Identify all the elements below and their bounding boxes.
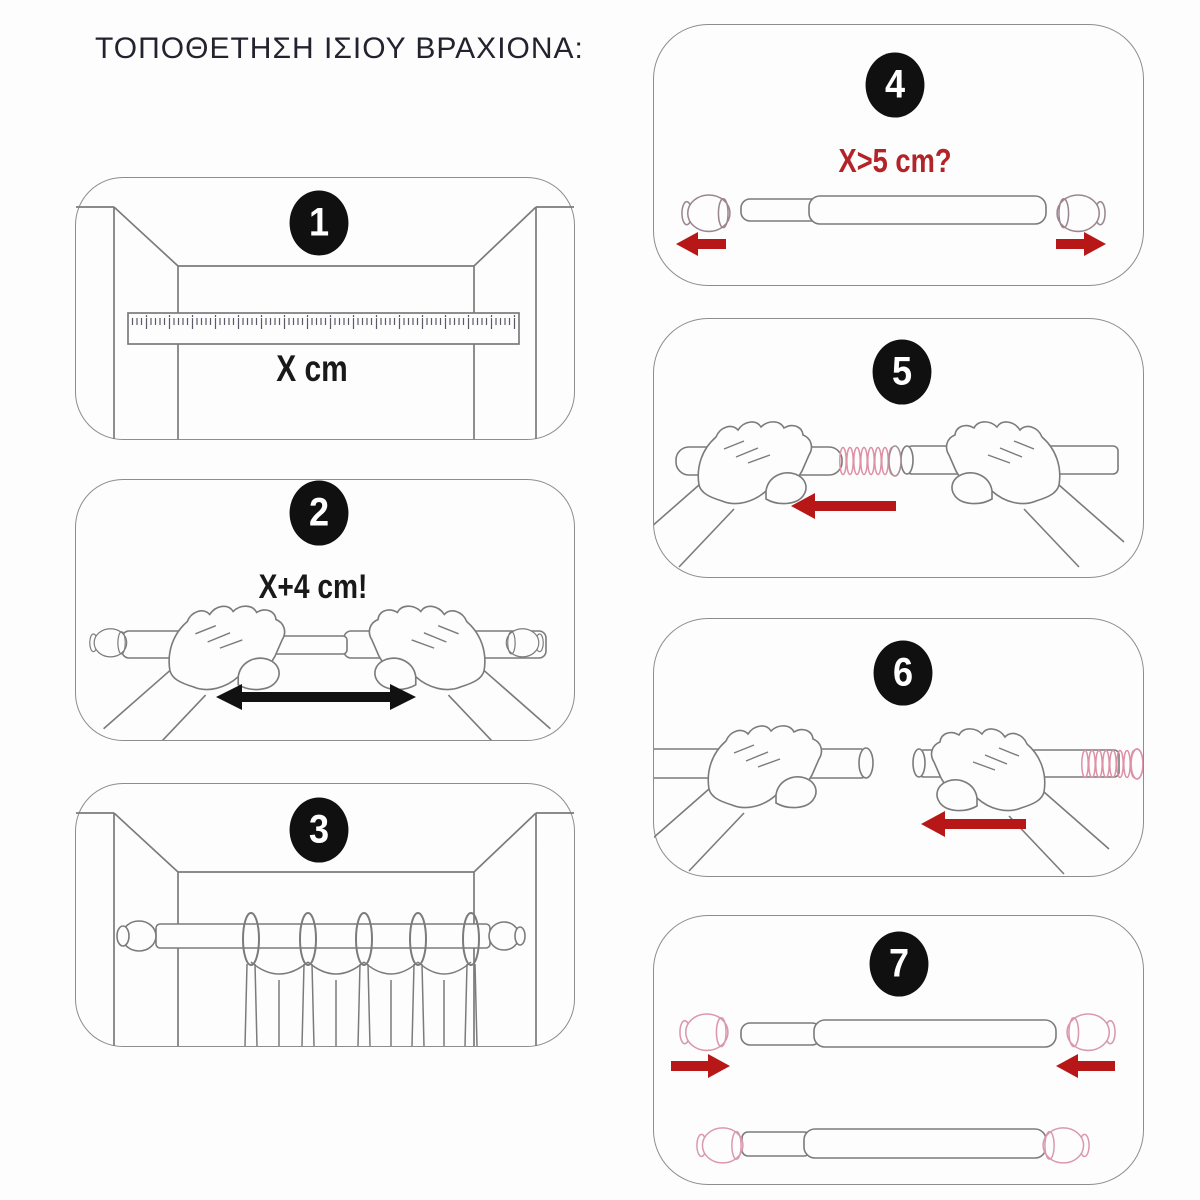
curtain-illustration (245, 962, 477, 1046)
step-2-label: X+4 cm! (258, 566, 368, 606)
spring-illustration (840, 446, 901, 476)
left-hand-illustration (654, 422, 811, 567)
red-arrow-right-icon (1056, 232, 1106, 256)
step-3-badge: 3 (290, 797, 349, 862)
ruler-illustration (128, 313, 519, 344)
step-7-panel (653, 915, 1144, 1185)
step-4-panel (653, 24, 1144, 286)
left-hand-illustration (654, 726, 821, 871)
red-arrow-left-icon (1056, 1054, 1115, 1078)
right-hand-illustration (369, 606, 550, 740)
step-5-panel (653, 318, 1144, 578)
left-hand-illustration (104, 606, 285, 740)
red-arrow-right-icon (671, 1054, 730, 1078)
step-6-badge: 6 (874, 640, 933, 705)
red-arrow-left-icon (676, 232, 726, 256)
red-arrow-left-icon (791, 493, 896, 519)
step-1-label: X cm (276, 348, 348, 390)
telescopic-rod-illustration (741, 196, 1046, 224)
step-2-panel (75, 479, 575, 741)
step-1-panel (75, 177, 575, 440)
assembled-rod-illustration (742, 1129, 1046, 1158)
step-6-panel (653, 618, 1144, 877)
telescopic-rod-illustration (741, 1020, 1056, 1047)
step-1-badge: 1 (290, 190, 349, 255)
step-3-panel (75, 783, 575, 1047)
step-7-badge: 7 (870, 931, 929, 996)
step-4-badge: 4 (866, 52, 925, 117)
red-arrow-left-icon (921, 811, 1026, 837)
step-2-badge: 2 (290, 480, 349, 545)
right-hand-illustration (947, 422, 1124, 567)
step-5-badge: 5 (873, 339, 932, 404)
page-title: ΤΟΠΟΘΕΤΗΣΗ ΙΣΙΟΥ ΒΡΑΧΙΟΝΑ: (95, 32, 584, 65)
step-4-label: X>5 cm? (838, 141, 952, 180)
